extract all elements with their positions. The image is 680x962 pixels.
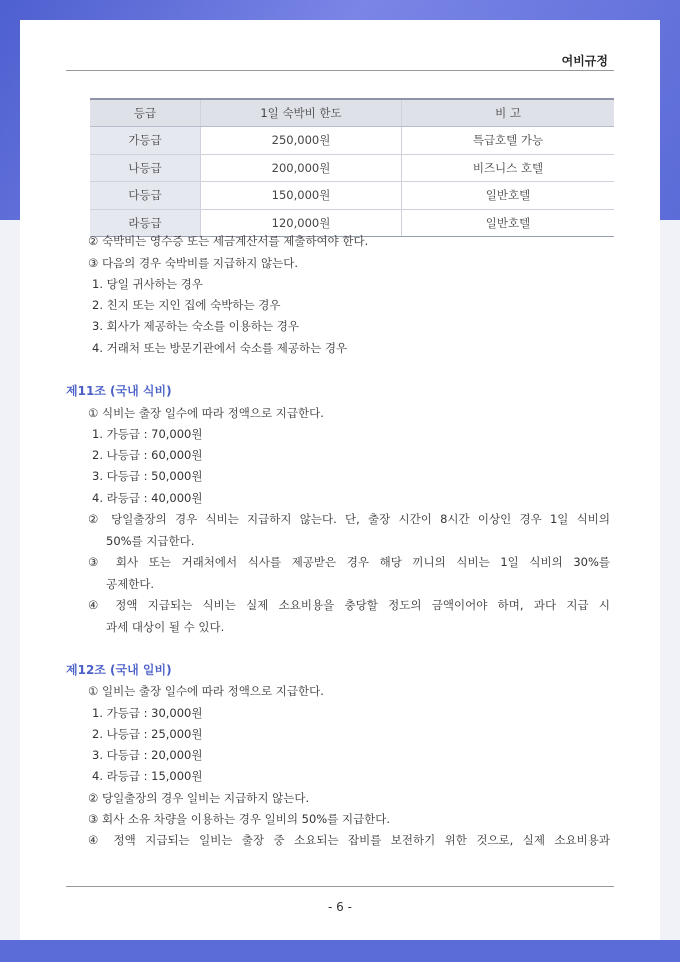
- table-cell-grade: 다등급: [90, 182, 201, 210]
- lodging-rate-table: [90, 98, 614, 237]
- list-item: 3. 회사가 제공하는 숙소를 이용하는 경우: [92, 319, 299, 333]
- table-row: [90, 182, 614, 210]
- table-cell-note: 일반호텔: [402, 209, 615, 237]
- table-cell-limit: 120,000원: [201, 209, 402, 237]
- table-cell-limit: 250,000원: [201, 127, 402, 155]
- list-item: 4. 라등급 : 15,000원: [92, 769, 203, 783]
- art11-clause-3-line1: ③ 회사 또는 거래처에서 식사를 제공받은 경우 해당 끼니의 식비는 1일 식비의 30%를: [88, 555, 610, 569]
- document-page: [20, 20, 660, 940]
- header-title: 여비규정: [561, 54, 608, 68]
- table-header-cell: 비 고: [402, 99, 615, 127]
- art12-clause-2: ② 당일출장의 경우 일비는 지급하지 않는다.: [88, 791, 310, 805]
- table-cell-grade: 나등급: [90, 154, 201, 182]
- art11-clause-1: ① 식비는 출장 일수에 따라 정액으로 지급한다.: [88, 406, 324, 420]
- table-header-row: [90, 99, 614, 127]
- list-item: 3. 다등급 : 20,000원: [92, 748, 203, 762]
- table-header-cell: 1일 숙박비 한도: [201, 99, 402, 127]
- table-row: [90, 154, 614, 182]
- table-cell-limit: 150,000원: [201, 182, 402, 210]
- art11-clause-3-line2: 공제한다.: [106, 577, 155, 591]
- list-item: 1. 당일 귀사하는 경우: [92, 277, 203, 291]
- art11-clause-4-line1: ④ 정액 지급되는 식비는 실제 소요비용을 충당할 정도의 금액이어야 하며, 과다 지급 시: [88, 598, 610, 612]
- art11-clause-2-line2: 50%를 지급한다.: [106, 534, 195, 548]
- list-item: 2. 나등급 : 25,000원: [92, 727, 203, 741]
- table-row: [90, 127, 614, 155]
- background-bottom: [0, 940, 680, 962]
- list-item: 1. 가등급 : 30,000원: [92, 706, 203, 720]
- table-header-cell: 등급: [90, 99, 201, 127]
- art11-clause-4-line2: 과세 대상이 될 수 있다.: [106, 620, 225, 634]
- table-cell-note: 일반호텔: [402, 182, 615, 210]
- art12-clause-1: ① 일비는 출장 일수에 따라 정액으로 지급한다.: [88, 684, 324, 698]
- table-cell-note: 비즈니스 호텔: [402, 154, 615, 182]
- list-item: 2. 나등급 : 60,000원: [92, 448, 203, 462]
- art11-clause-2-line1: ② 당일출장의 경우 식비는 지급하지 않는다. 단, 출장 시간이 8시간 이상인 경우 1일 식비의: [88, 512, 610, 526]
- art12-clause-4-line1: ④ 정액 지급되는 일비는 출장 중 소요되는 잡비를 보전하기 위한 것으로, 실제 소요비용과: [88, 833, 610, 847]
- lodging-clause-2: ② 숙박비는 영수증 또는 세금계산서를 제출하여야 한다.: [88, 234, 369, 248]
- header-divider: [66, 70, 614, 71]
- list-item: 4. 거래처 또는 방문기관에서 숙소를 제공하는 경우: [92, 341, 348, 355]
- list-item: 4. 라등급 : 40,000원: [92, 491, 203, 505]
- art12-clause-3: ③ 회사 소유 차량을 이용하는 경우 일비의 50%를 지급한다.: [88, 812, 391, 826]
- table-cell-grade: 라등급: [90, 209, 201, 237]
- list-item: 2. 친지 또는 지인 집에 숙박하는 경우: [92, 298, 281, 312]
- table-cell-note: 특급호텔 가능: [402, 127, 615, 155]
- table-cell-limit: 200,000원: [201, 154, 402, 182]
- lodging-clause-3: ③ 다음의 경우 숙박비를 지급하지 않는다.: [88, 256, 298, 270]
- table-cell-grade: 가등급: [90, 127, 201, 155]
- article-12-title: 제12조 (국내 일비): [66, 663, 172, 677]
- footer-divider: [66, 886, 614, 887]
- list-item: 1. 가등급 : 70,000원: [92, 427, 203, 441]
- page-number: - 6 -: [328, 900, 352, 914]
- list-item: 3. 다등급 : 50,000원: [92, 469, 203, 483]
- article-11-title: 제11조 (국내 식비): [66, 384, 172, 398]
